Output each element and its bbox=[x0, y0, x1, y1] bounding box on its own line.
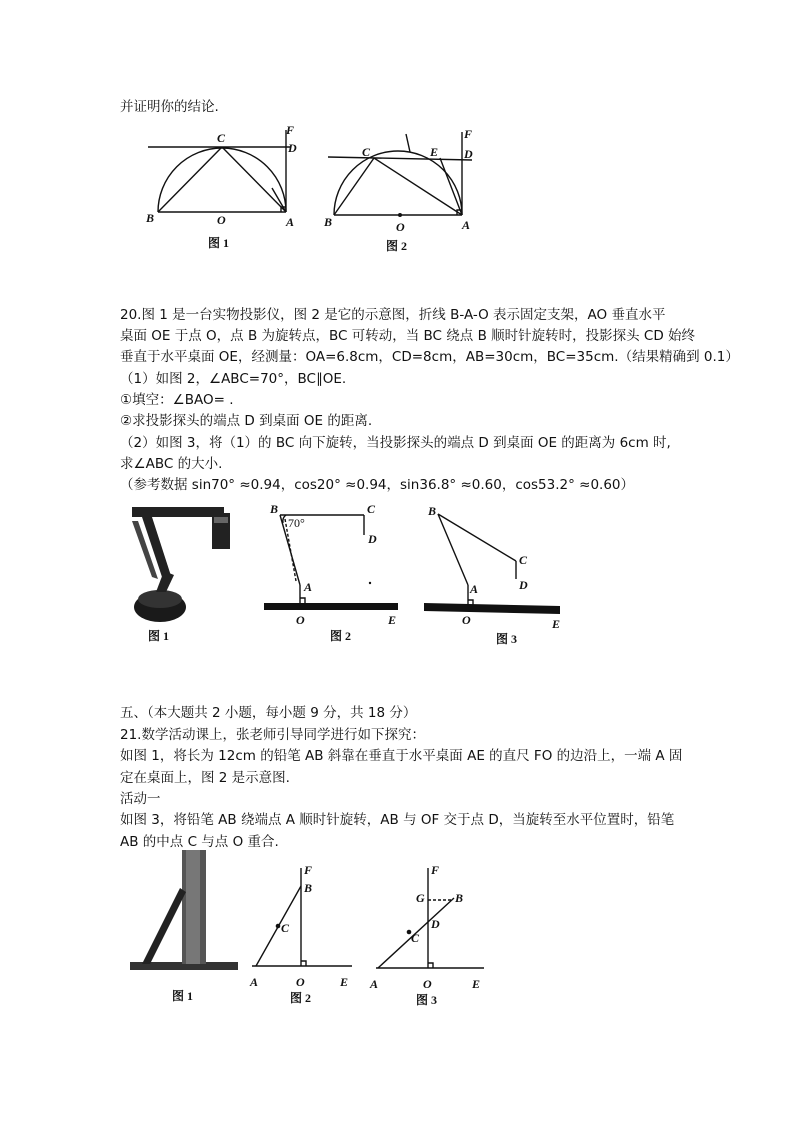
p20f2-label-A: A bbox=[304, 580, 313, 594]
p19f1-caption: 图 1 bbox=[208, 236, 230, 250]
p21f3-caption: 图 3 bbox=[416, 993, 438, 1007]
p20-line-4: （1）如图 2，∠ABC=70°，BC∥OE. bbox=[120, 371, 347, 387]
p21f2-label-B: B bbox=[304, 881, 313, 895]
p20-figure-1-photo bbox=[126, 497, 251, 647]
p20-line-3: 垂直于水平桌面 OE，经测量：OA=6.8cm，CD=8cm，AB=30cm，BC=35cm.（结果精确到 0.1） bbox=[120, 349, 739, 365]
p21f3-label-G: G bbox=[416, 891, 425, 905]
p21f1-caption: 图 1 bbox=[172, 989, 194, 1003]
p19f1-label-C: C bbox=[217, 131, 226, 145]
p20-line-7: （2）如图 3，将（1）的 BC 向下旋转，当投影探头的端点 D 到桌面 OE 的距离为 6cm 时, bbox=[120, 435, 671, 451]
p21f2-label-A: A bbox=[250, 975, 259, 989]
p21-line-4: 活动一 bbox=[120, 791, 161, 807]
p20-line-8: 求∠ABC 的大小. bbox=[120, 456, 223, 472]
p20-figure-3 bbox=[422, 497, 567, 647]
p21-line-2: 如图 1，将长为 12cm 的铅笔 AB 斜靠在垂直于水平桌面 AE 的直尺 FO 的边沿上，一端 A 固 bbox=[120, 748, 683, 764]
p21f2-label-F: F bbox=[304, 863, 313, 877]
p21-figure-1-photo bbox=[128, 848, 243, 1008]
p19f2-label-C: C bbox=[362, 145, 371, 159]
p19f1-label-A: A bbox=[286, 215, 295, 229]
p20-line-2: 桌面 OE 于点 O，点 B 为旋转点，BC 可转动，当 BC 绕点 B 顺时针旋转时，投影探头 CD 始终 bbox=[120, 328, 696, 344]
p19f2-label-E: E bbox=[430, 145, 439, 159]
p19f1-label-F: F bbox=[286, 123, 295, 137]
p20f2-label-E: E bbox=[388, 613, 397, 627]
p20f3-label-B: B bbox=[428, 504, 437, 518]
p21f3-label-A: A bbox=[370, 977, 379, 991]
p20f1-caption: 图 1 bbox=[148, 629, 170, 643]
p21f2-label-C: C bbox=[281, 921, 290, 935]
p20f3-label-A: A bbox=[470, 582, 479, 596]
p20f3-label-O: O bbox=[462, 613, 471, 627]
p20-figure-2 bbox=[260, 497, 405, 647]
p21f3-label-C: C bbox=[411, 931, 420, 945]
p19f1-label-O: O bbox=[217, 213, 226, 227]
p20f2-label-O: O bbox=[296, 613, 305, 627]
p21-figure-3 bbox=[366, 860, 496, 1010]
p21-line-1: 21.数学活动课上，张老师引导同学进行如下探究： bbox=[120, 727, 425, 743]
p20f2-caption: 图 2 bbox=[330, 629, 352, 643]
p21-figure-2 bbox=[244, 860, 364, 1010]
p21f3-label-E: E bbox=[472, 977, 481, 991]
p19f2-label-A: A bbox=[462, 218, 471, 232]
p19f2-label-B: B bbox=[324, 215, 333, 229]
p20f2-label-D: D bbox=[368, 532, 377, 546]
p20f3-label-C: C bbox=[519, 553, 528, 567]
conclusion-line: 并证明你的结论. bbox=[120, 99, 219, 115]
p20f2-label-C: C bbox=[367, 502, 376, 516]
p19f2-label-O: O bbox=[396, 220, 405, 234]
p21f3-label-D: D bbox=[431, 917, 440, 931]
p21f3-label-O: O bbox=[423, 977, 432, 991]
p21-line-5: 如图 3，将铅笔 AB 绕端点 A 顺时针旋转，AB 与 OF 交于点 D，当旋转至水平位置时，铅笔 bbox=[120, 812, 675, 828]
p21f2-label-O: O bbox=[296, 975, 305, 989]
p20f3-caption: 图 3 bbox=[496, 632, 518, 646]
p19f1-label-B: B bbox=[146, 211, 155, 225]
p21-line-3: 定在桌面上，图 2 是示意图. bbox=[120, 770, 290, 786]
p19f1-label-D: D bbox=[288, 141, 297, 155]
p19f2-label-F: F bbox=[464, 127, 473, 141]
p20f3-label-D: D bbox=[519, 578, 528, 592]
p19-figure-2 bbox=[320, 120, 490, 255]
p19f2-label-D: D bbox=[464, 147, 473, 161]
p21f2-caption: 图 2 bbox=[290, 991, 312, 1005]
p21f3-label-F: F bbox=[431, 863, 440, 877]
p21-line-6: AB 的中点 C 与点 O 重合. bbox=[120, 834, 279, 850]
p19f2-caption: 图 2 bbox=[386, 239, 408, 253]
p20f2-label-B: B bbox=[270, 502, 279, 516]
p20-line-5: ①填空：∠BAO= . bbox=[120, 392, 234, 408]
p20-line-9: （参考数据 sin70° ≈0.94，cos20° ≈0.94，sin36.8° ≈0.60，cos53.2° ≈0.60） bbox=[120, 477, 635, 493]
p20f3-label-E: E bbox=[552, 617, 561, 631]
p20-line-6: ②求投影探头的端点 D 到桌面 OE 的距离. bbox=[120, 413, 373, 429]
section-5-heading: 五、（本大题共 2 小题，每小题 9 分，共 18 分） bbox=[120, 705, 417, 721]
p20-line-1: 20.图 1 是一台实物投影仪，图 2 是它的示意图，折线 B-A-O 表示固定支架，AO 垂直水平 bbox=[120, 307, 666, 323]
p20f2-angle: 70° bbox=[288, 516, 305, 530]
p19-figure-1 bbox=[140, 120, 310, 255]
p21f2-label-E: E bbox=[340, 975, 349, 989]
p21f3-label-B: B bbox=[455, 891, 464, 905]
